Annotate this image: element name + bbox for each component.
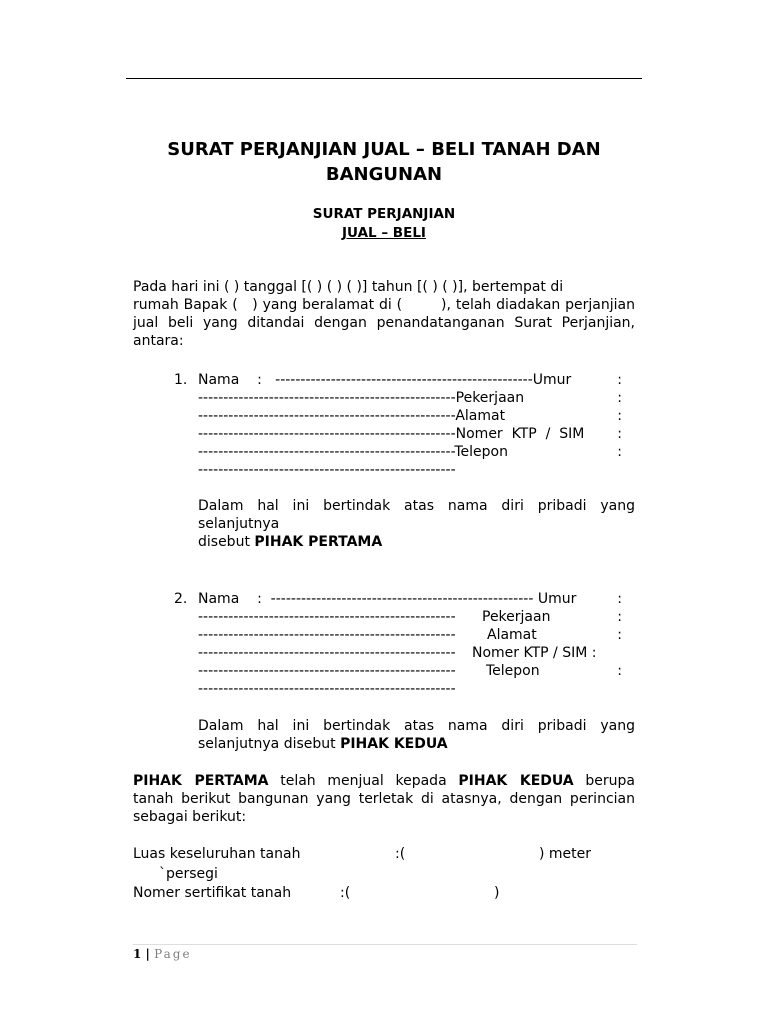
party-2-alamat-label: Alamat	[487, 627, 537, 643]
sale-line-2: tanah berikut bangunan yang terletak di atasnya, dengan perincian	[133, 791, 635, 807]
party-2-colon-2: :	[617, 609, 622, 625]
party-1-declaration-prefix: disebut	[198, 534, 255, 550]
party-1-alamat-label: ---------------------------------------------------Alamat	[198, 408, 506, 424]
party-2-pekerjaan-label: Pekerjaan	[482, 609, 551, 625]
party-1-colon-1: :	[617, 372, 622, 388]
sale-line-1-mid: telah menjual kepada	[268, 773, 459, 789]
party-1-colon-5: :	[617, 444, 622, 460]
header-rule	[126, 78, 642, 79]
subtitle-line-1: SURAT PERJANJIAN	[312, 206, 456, 222]
party-2-line-nama	[198, 590, 636, 608]
party-1-declaration-line-2: selanjutnya	[198, 516, 280, 532]
party-1-number: 1.	[174, 372, 188, 388]
document-title	[126, 137, 642, 187]
luas-close: ) meter	[539, 846, 592, 862]
luas-row	[133, 845, 635, 863]
sale-line-1-end: berupa	[573, 773, 635, 789]
party-2-line-pekerjaan	[198, 608, 636, 626]
party-2-dash-line: ---------------------------------------------------	[198, 681, 456, 697]
party-1-ktp-label: ---------------------------------------------------Nomer KTP / SIM	[198, 426, 585, 442]
party-1-colon-2: :	[617, 390, 622, 406]
party-2-number: 2.	[174, 591, 188, 607]
sertifikat-close: )	[494, 885, 500, 901]
party-1-declaration-line-1: Dalam hal ini bertindak atas nama diri pribadi yang	[198, 498, 635, 514]
sale-line-1	[133, 772, 635, 790]
sertifikat-label: Nomer sertifikat tanah	[133, 885, 292, 901]
party-2-line-end	[198, 680, 636, 698]
party-1-line-pekerjaan	[198, 389, 636, 407]
party-2-line-ktp	[198, 644, 636, 662]
party-1-line-nama	[198, 371, 636, 389]
party-1-dash-line: ---------------------------------------------------	[198, 462, 456, 478]
party-1-line-end	[198, 461, 636, 479]
party-2-ktp-label: Nomer KTP / SIM :	[472, 645, 597, 661]
sale-line-3: sebagai berikut:	[133, 809, 247, 825]
luas-unit-row	[133, 865, 635, 883]
page-word: Page	[154, 947, 192, 961]
party-2-declaration-line-1: Dalam hal ini bertindak atas nama diri pribadi yang	[198, 718, 635, 734]
party-1-line-telepon	[198, 443, 636, 461]
pihak-kedua-label: PIHAK KEDUA	[340, 736, 448, 752]
party-2-declaration-line-2	[198, 735, 635, 753]
subtitle-underlined: JUAL – BELI	[342, 225, 426, 241]
sertifikat-open: :(	[340, 885, 351, 901]
intro-line-4: antara:	[133, 333, 184, 349]
sale-pihak-kedua: PIHAK KEDUA	[458, 773, 574, 789]
page-footer	[133, 946, 192, 962]
intro-paragraph	[133, 278, 635, 350]
party-2-colon-5: :	[617, 663, 622, 679]
subtitle-line-2	[126, 224, 642, 242]
party-2-dashes-4: ---------------------------------------------------	[198, 645, 456, 661]
sale-pihak-pertama: PIHAK PERTAMA	[133, 773, 269, 789]
sale-paragraph	[133, 772, 635, 826]
intro-line-3: jual beli yang ditandai dengan penandatanganan Surat Perjanjian,	[133, 315, 635, 331]
footer-rule	[133, 944, 637, 945]
party-1-telepon-label: ---------------------------------------------------Telepon	[198, 444, 508, 460]
party-1-colon-4: :	[617, 426, 622, 442]
party-2-line-alamat	[198, 626, 636, 644]
party-2-dashes-5: ---------------------------------------------------	[198, 663, 456, 679]
party-2-nama-label: Nama : ---------------------------------------------------- Umur	[198, 591, 577, 607]
pihak-pertama-label: PIHAK PERTAMA	[254, 534, 383, 550]
title-line-1: SURAT PERJANJIAN JUAL – BELI TANAH DAN	[167, 139, 601, 160]
party-2-dashes-3: ---------------------------------------------------	[198, 627, 456, 643]
party-2-telepon-label: Telepon	[486, 663, 540, 679]
party-2-dashes-2: ---------------------------------------------------	[198, 609, 456, 625]
party-1-nama-label: Nama : ---------------------------------------------------Umur	[198, 372, 572, 388]
party-2-declaration	[198, 717, 635, 753]
page-number: 1	[133, 947, 142, 961]
party-2-colon-1: :	[617, 591, 622, 607]
party-1-declaration-line-3	[198, 533, 635, 551]
party-1-line-alamat	[198, 407, 636, 425]
intro-line-1: Pada hari ini ( ) tanggal [( ) ( ) ( )] tahun [( ) ( )], bertempat di	[133, 279, 564, 295]
party-1-pekerjaan-label: ---------------------------------------------------Pekerjaan	[198, 390, 525, 406]
luas-label: Luas keseluruhan tanah	[133, 846, 301, 862]
party-2-colon-3: :	[617, 627, 622, 643]
sertifikat-row	[133, 884, 635, 902]
party-1-declaration	[198, 497, 635, 551]
luas-open: :(	[395, 846, 406, 862]
party-1-colon-3: :	[617, 408, 622, 424]
party-1-line-ktp	[198, 425, 636, 443]
page-separator: |	[141, 947, 155, 961]
party-2-declaration-prefix: selanjutnya disebut	[198, 736, 341, 752]
intro-line-2: rumah Bapak ( ) yang beralamat di ( ), telah diadakan perjanjian	[133, 297, 635, 313]
title-line-2: BANGUNAN	[325, 164, 443, 185]
party-2-line-telepon	[198, 662, 636, 680]
luas-unit: `persegi	[159, 866, 218, 882]
